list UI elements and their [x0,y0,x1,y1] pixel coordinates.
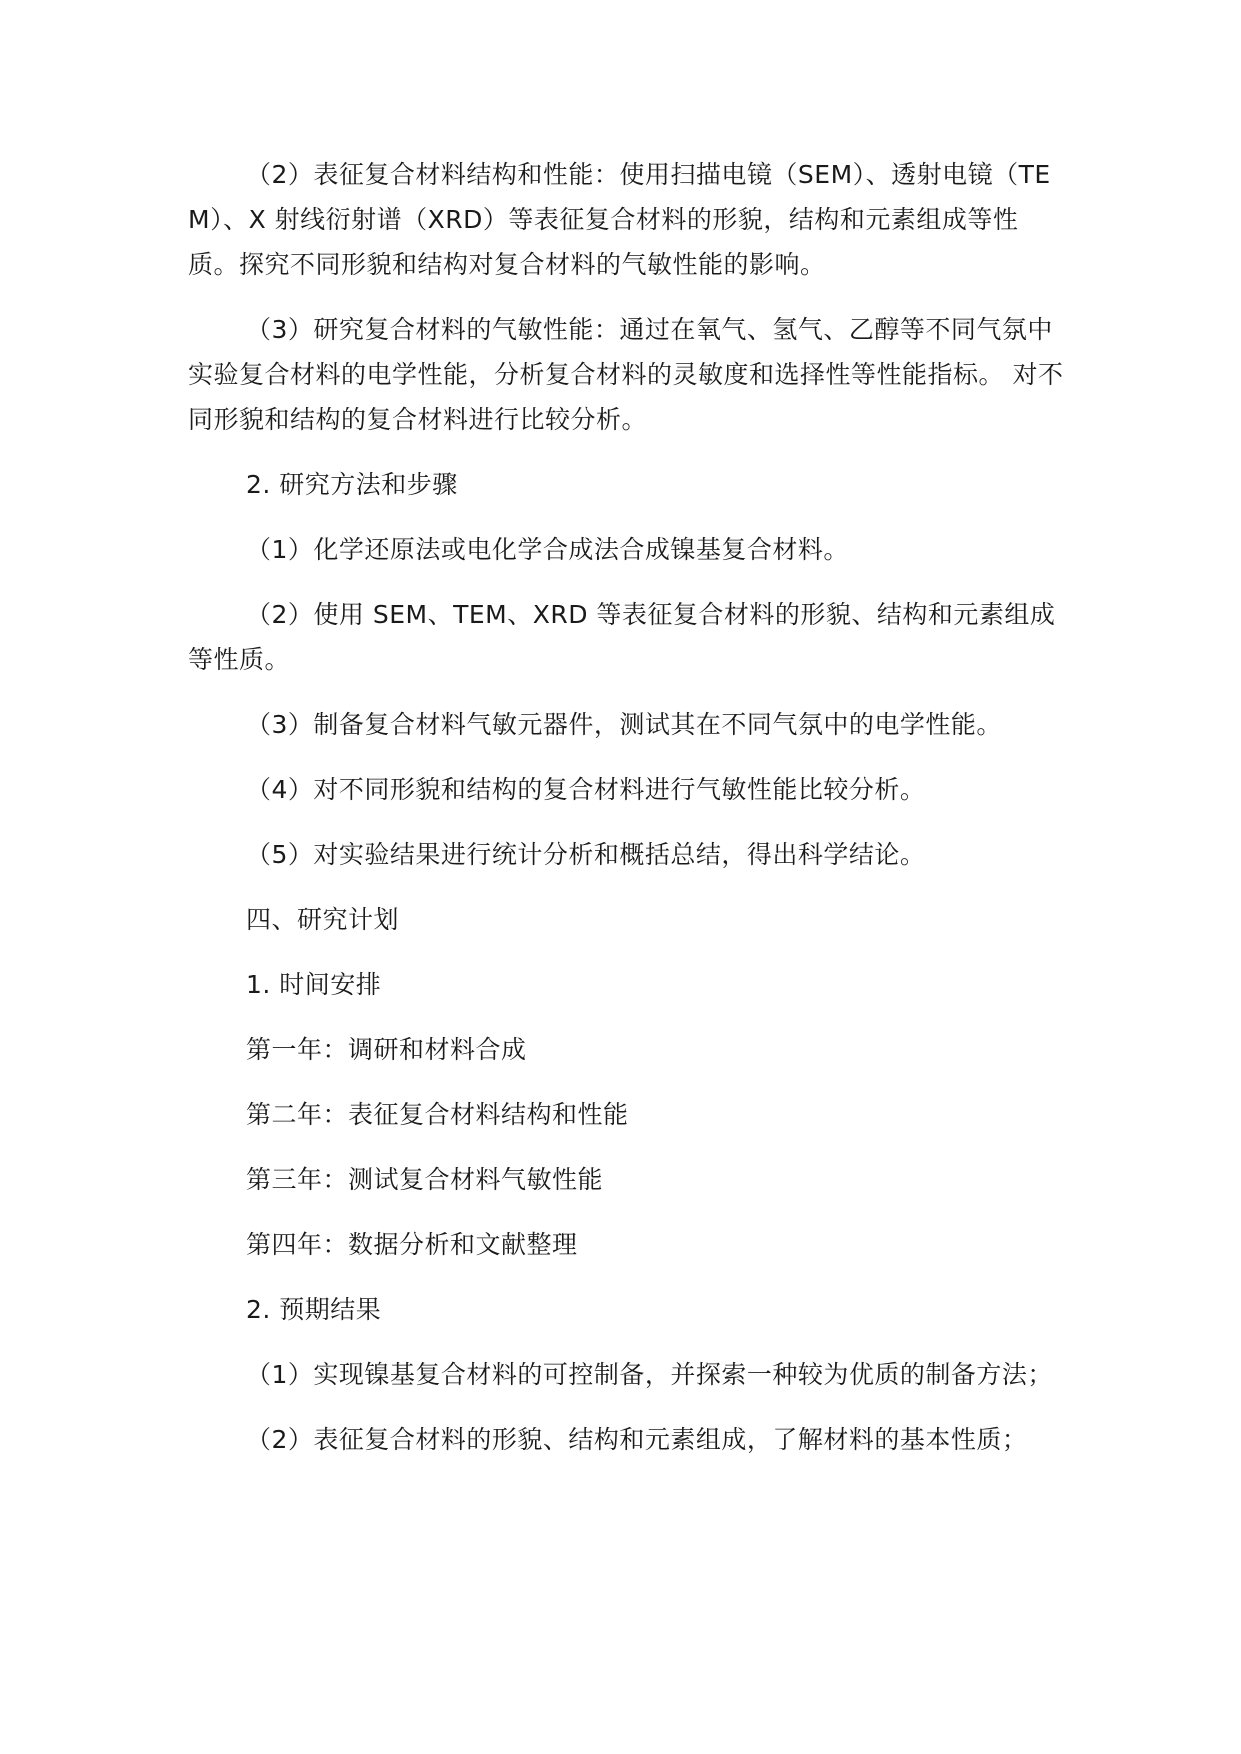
expected-result-1: （1）实现镍基复合材料的可控制备，并探索一种较为优质的制备方法； [246,1360,1053,1389]
paragraph-gas-sensing: （3）研究复合材料的气敏性能：通过在氧气、氢气、乙醇等不同气氛中实验复合材料的电学性能，分析复合材料的灵敏度和选择性等性能指标。 对不同形貌和结构的复合材料进行比较分析。 [188,315,1064,434]
paragraph-characterization: （2）表征复合材料结构和性能：使用扫描电镜（SEM）、透射电镜（TEM）、X 射线衍射谱（XRD）等表征复合材料的形貌，结构和元素组成等性质。探究不同形貌和结构对复合材料的气敏性能的影响。 [188,160,1051,279]
method-step-4: （4）对不同形貌和结构的复合材料进行气敏性能比较分析。 [246,775,926,804]
heading-expected-results: 2. 预期结果 [246,1295,382,1324]
document-body [188,152,1068,1462]
method-step-3: （3）制备复合材料气敏元器件，测试其在不同气氛中的电学性能。 [246,710,1002,739]
heading-schedule: 1. 时间安排 [246,970,382,999]
schedule-year-1: 第一年：调研和材料合成 [246,1035,527,1064]
method-step-5: （5）对实验结果进行统计分析和概括总结，得出科学结论。 [246,840,926,869]
schedule-year-2: 第二年：表征复合材料结构和性能 [246,1100,629,1129]
expected-result-2: （2）表征复合材料的形貌、结构和元素组成，了解材料的基本性质； [246,1425,1028,1454]
heading-methods: 2. 研究方法和步骤 [246,470,458,499]
schedule-year-3: 第三年：测试复合材料气敏性能 [246,1165,604,1194]
method-step-1: （1）化学还原法或电化学合成法合成镍基复合材料。 [246,535,849,564]
heading-research-plan: 四、研究计划 [246,905,400,934]
method-step-2: （2）使用 SEM、TEM、XRD 等表征复合材料的形貌、结构和元素组成等性质。 [188,600,1056,674]
schedule-year-4: 第四年：数据分析和文献整理 [246,1230,578,1259]
